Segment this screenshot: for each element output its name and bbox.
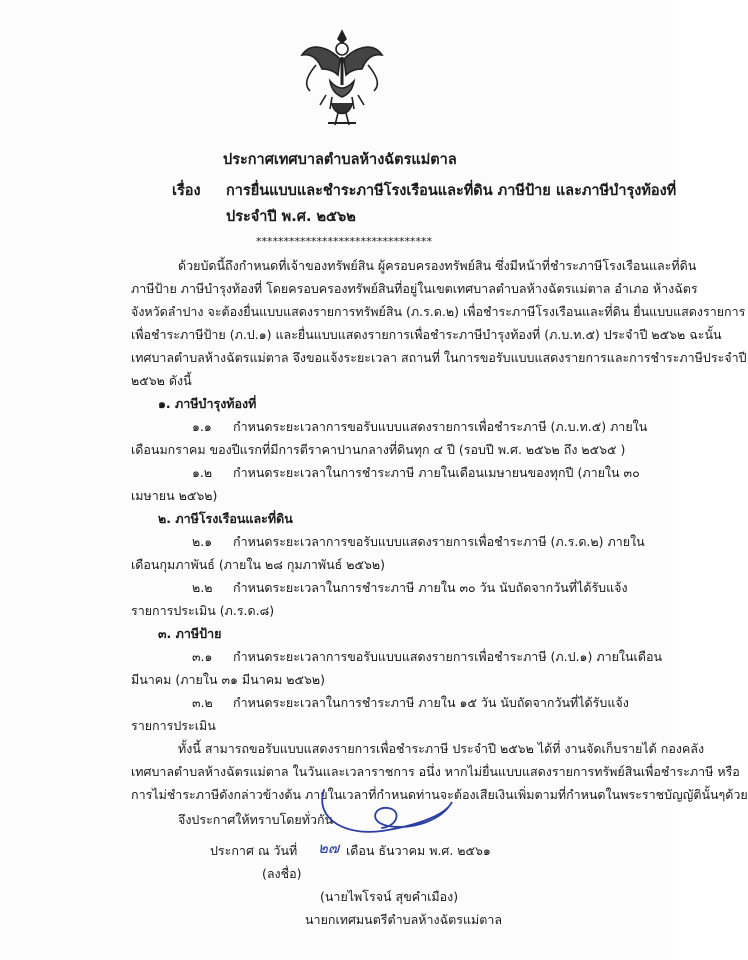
section-heading: ๑. ภาษีบำรุงท้องที่: [158, 396, 257, 411]
intro-line: ด้วยบัดนี้ถึงกำหนดที่เจ้าของทรัพย์สิน ผู้ครอบครองทรัพย์สิน ซึ่งมีหน้าที่ชำระภาษีโรงเรือนและที่ดิน: [178, 258, 697, 273]
item-text: เดือนมกราคม ของปีแรกที่มีการตีราคาปานกลางที่ดินทุก ๔ ปี (รอบปี พ.ศ. ๒๕๖๒ ถึง ๒๕๖๕ ): [131, 442, 626, 457]
item-text: รายการประเมิน: [131, 718, 216, 733]
subject-line-2: ประจำปี พ.ศ. ๒๕๖๒: [226, 209, 356, 225]
closing-line: เทศบาลตำบลห้างฉัตรแม่ตาล ในวันและเวลาราชการ อนึ่ง หากไม่ยื่นแบบแสดงรายการทรัพย์สินเพื่อชำระภาษี หรือ: [131, 764, 740, 779]
item-number: ๑.๑: [192, 419, 212, 434]
item-text: กำหนดระยะเวลาการขอรับแบบแสดงรายการเพื่อชำระภาษี (ภ.ป.๑) ภายในเดือน: [233, 649, 662, 664]
intro-line: ภาษีป้าย ภาษีบำรุงท้องที่ โดยครอบครองทรัพย์สินที่อยู่ในเขตเทศบาลตำบลห้างฉัตรแม่ตาล อำเภอ ห้างฉัตร: [131, 281, 698, 296]
item-number: ๒.๑: [192, 534, 213, 549]
item-text: กำหนดระยะเวลาในการชำระภาษี ภายใน ๑๕ วัน นับถัดจากวันที่ได้รับแจ้ง: [233, 695, 629, 710]
item-number: ๒.๒: [192, 580, 213, 595]
item-number: ๓.๒: [192, 695, 213, 710]
announcement-title: ประกาศเทศบาลตำบลห้างฉัตรแม่ตาล: [223, 152, 457, 168]
item-text: เดือนกุมภาพันธ์ (ภายใน ๒๘ กุมภาพันธ์ ๒๕๖๒): [131, 557, 386, 572]
signer-name: (นายไพโรจน์ สุขคำเมือง): [320, 889, 459, 904]
item-text: เมษายน ๒๕๖๒): [131, 488, 218, 503]
intro-line: เทศบาลตำบลห้างฉัตรแม่ตาล จึงขอแจ้งระยะเวลา สถานที่ ในการขอรับแบบแสดงรายการและการชำระภาษีประจำปี: [131, 350, 747, 365]
item-number: ๓.๑: [192, 649, 213, 664]
section-heading: ๒. ภาษีโรงเรือนและที่ดิน: [158, 511, 293, 526]
subject-line-1: การยื่นแบบและชำระภาษีโรงเรือนและที่ดิน ภาษีป้าย และภาษีบำรุงท้องที่: [226, 183, 677, 199]
section-heading: ๓. ภาษีป้าย: [158, 626, 222, 641]
item-text: รายการประเมิน (ภ.ร.ด.๘): [131, 603, 275, 618]
closing-line: การไม่ชำระภาษีดังกล่าวข้างต้น ภายในเวลาที่กำหนดท่านจะต้องเสียเงินเพิ่มตามที่กำหนดในพระราชบัญญัตินั้นๆด้วย: [131, 787, 748, 802]
date-day-handwritten: ๒๗: [318, 839, 340, 857]
handwritten-signature: [318, 780, 458, 840]
signer-position: นายกเทศมนตรีตำบลห้างฉัตรแม่ตาล: [305, 912, 503, 927]
subject-label: เรื่อง: [172, 183, 201, 199]
date-prefix: ประกาศ ณ วันที่: [210, 843, 298, 858]
item-text: กำหนดระยะเวลาการขอรับแบบแสดงรายการเพื่อชำระภาษี (ภ.ร.ด.๒) ภายใน: [233, 534, 645, 549]
announce-line: จึงประกาศให้ทราบโดยทั่วกัน: [178, 812, 334, 827]
item-text: มีนาคม (ภายใน ๓๑ มีนาคม ๒๕๖๒): [131, 672, 326, 687]
item-text: กำหนดระยะเวลาการขอรับแบบแสดงรายการเพื่อชำระภาษี (ภ.บ.ท.๕) ภายใน: [233, 419, 648, 434]
separator-line: ********************************: [256, 235, 432, 248]
intro-line: จังหวัดลำปาง จะต้องยื่นแบบแสดงรายการทรัพย์สิน (ภ.ร.ด.๒) เพื่อชำระภาษีโรงเรือนและที่ดิน ยื่นแบบแสดงรายการ: [131, 304, 746, 319]
item-number: ๑.๒: [192, 465, 213, 480]
closing-line: ทั้งนี้ สามารถขอรับแบบแสดงรายการเพื่อชำระภาษี ประจำปี ๒๕๖๒ ได้ที่ งานจัดเก็บรายได้ กองคลัง: [178, 741, 705, 756]
item-text: กำหนดระยะเวลาในการชำระภาษี ภายใน ๓๐ วัน นับถัดจากวันที่ได้รับแจ้ง: [233, 580, 628, 595]
intro-line: เพื่อชำระภาษีป้าย (ภ.ป.๑) และยื่นแบบแสดงรายการเพื่อชำระภาษีบำรุงท้องที่ (ภ.บ.ท.๕) ประจำปี ๒๕๖๒ ฉะนั้น: [131, 327, 722, 342]
date-month-year: เดือน ธันวาคม พ.ศ. ๒๕๖๑: [346, 843, 491, 858]
intro-line: ๒๕๖๒ ดังนี้: [131, 373, 192, 388]
sign-label: (ลงชื่อ): [262, 866, 302, 881]
garuda-emblem: [296, 25, 388, 129]
item-text: กำหนดระยะเวลาในการชำระภาษี ภายในเดือนเมษายนของทุกปี (ภายใน ๓๐: [233, 465, 640, 480]
